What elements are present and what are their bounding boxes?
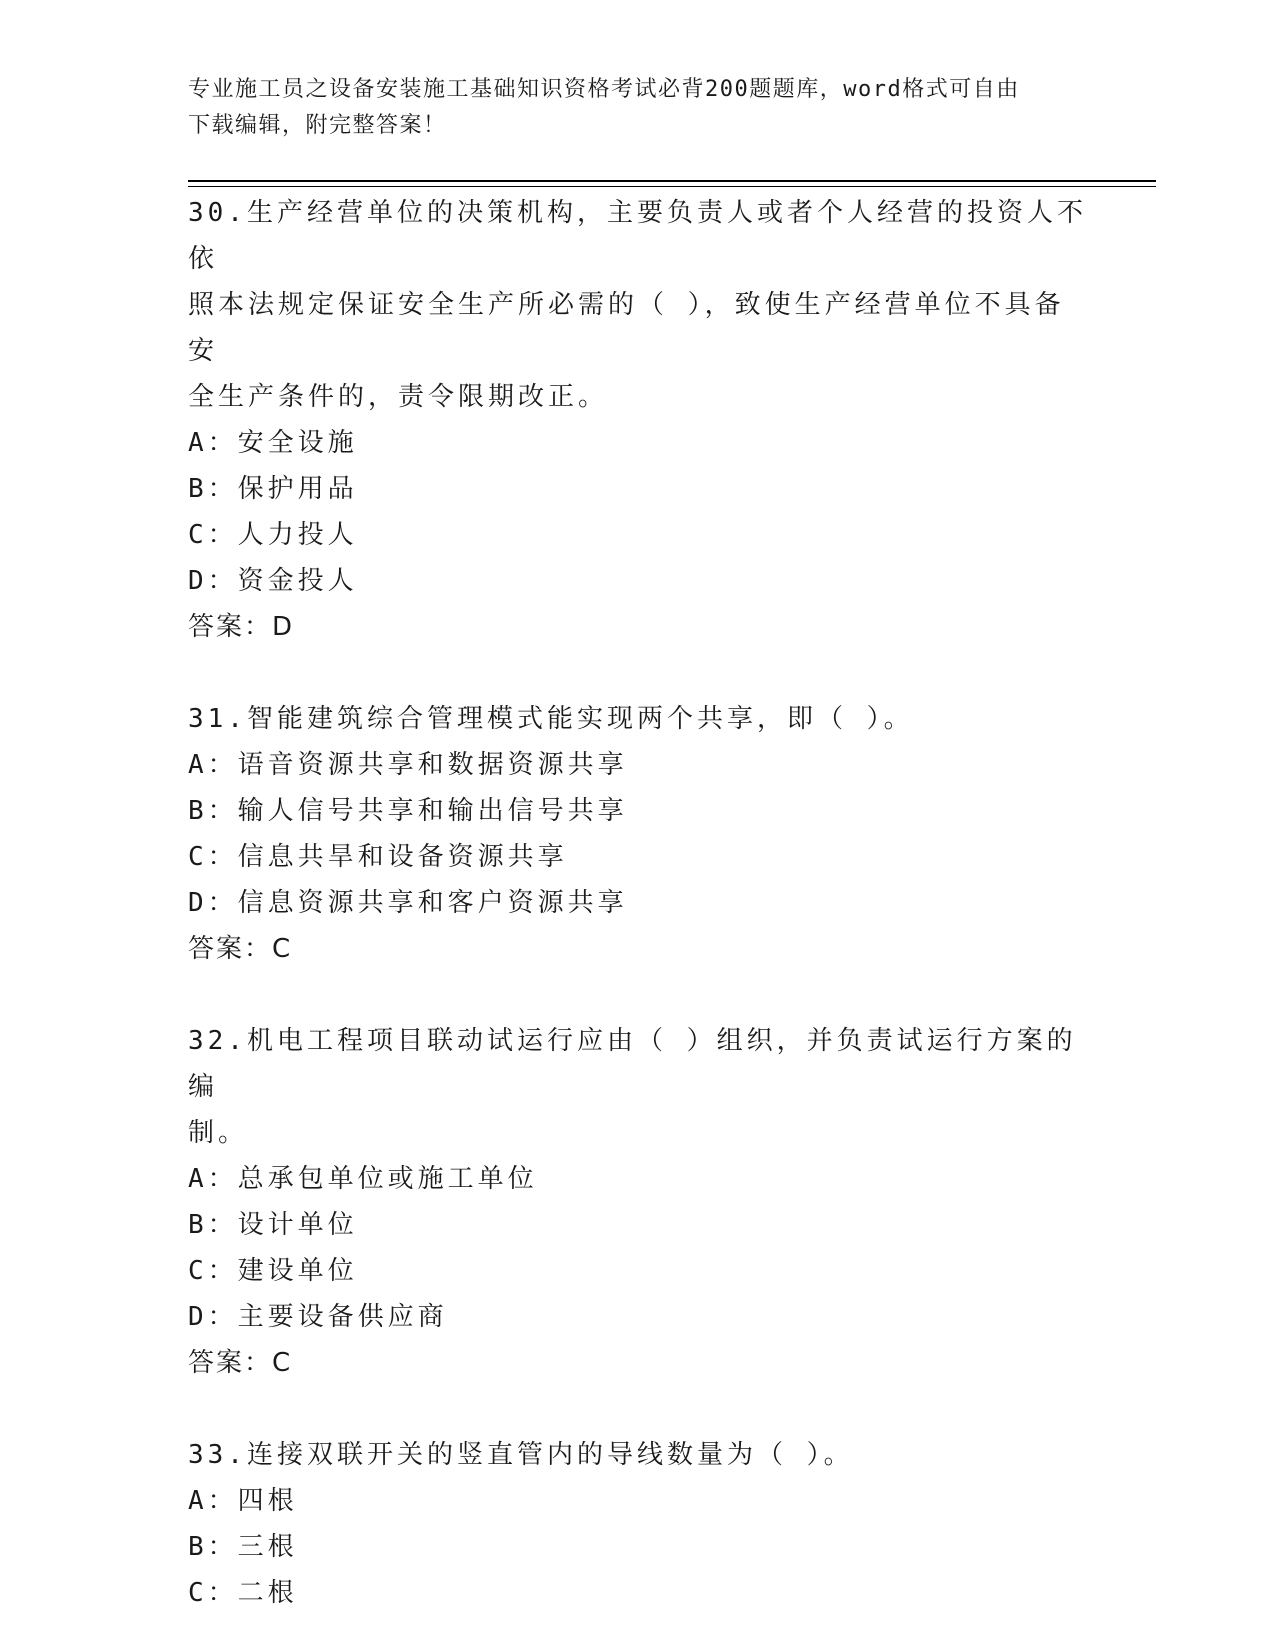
option-b: B：三根 bbox=[188, 1532, 298, 1562]
question-32 bbox=[188, 1018, 1088, 1386]
header-divider-thick bbox=[188, 180, 1156, 182]
option-a: A：语音资源共享和数据资源共享 bbox=[188, 750, 628, 780]
question-text-line: 照本法规定保证安全生产所必需的（ ），致使生产经营单位不具备安 bbox=[188, 290, 1065, 366]
question-33 bbox=[188, 1432, 1088, 1616]
option-d: D：主要设备供应商 bbox=[188, 1302, 448, 1332]
spacer bbox=[188, 1386, 1088, 1432]
answer-line: 答案：D bbox=[188, 612, 295, 642]
question-text-line: 30.生产经营单位的决策机构，主要负责人或者个人经营的投资人不依 bbox=[188, 198, 1087, 274]
option-a: A：总承包单位或施工单位 bbox=[188, 1164, 538, 1194]
question-list bbox=[188, 190, 1088, 1616]
header-divider-thin bbox=[188, 186, 1156, 187]
answer-line: 答案：C bbox=[188, 934, 293, 964]
spacer bbox=[188, 972, 1088, 1018]
option-b: B：保护用品 bbox=[188, 474, 358, 504]
option-a: A：安全设施 bbox=[188, 428, 358, 458]
option-c: C：二根 bbox=[188, 1578, 298, 1608]
question-text-line: 全生产条件的，责令限期改正。 bbox=[188, 382, 609, 412]
option-c: C：人力投人 bbox=[188, 520, 358, 550]
option-d: D：资金投人 bbox=[188, 566, 358, 596]
option-d: D：信息资源共享和客户资源共享 bbox=[188, 888, 628, 918]
question-30 bbox=[188, 190, 1088, 650]
answer-line: 答案：C bbox=[188, 1348, 293, 1378]
spacer bbox=[188, 650, 1088, 696]
option-c: C：信息共旱和设备资源共享 bbox=[188, 842, 568, 872]
option-b: B：输人信号共享和输出信号共享 bbox=[188, 796, 628, 826]
question-text-line: 制。 bbox=[188, 1118, 249, 1148]
question-text-line: 31.智能建筑综合管理模式能实现两个共享，即（ ）。 bbox=[188, 704, 914, 734]
question-31 bbox=[188, 696, 1088, 972]
document-header bbox=[188, 72, 1068, 144]
question-text-line: 32.机电工程项目联动试运行应由（ ）组织，并负责试运行方案的编 bbox=[188, 1026, 1077, 1102]
header-line-2: 下载编辑，附完整答案！ bbox=[188, 113, 447, 138]
header-line-1: 专业施工员之设备安装施工基础知识资格考试必背200题题库，word格式可自由 bbox=[188, 77, 1020, 102]
option-b: B：设计单位 bbox=[188, 1210, 358, 1240]
question-text-line: 33.连接双联开关的竖直管内的导线数量为（ ）。 bbox=[188, 1440, 854, 1470]
option-a: A：四根 bbox=[188, 1486, 298, 1516]
option-c: C：建设单位 bbox=[188, 1256, 358, 1286]
